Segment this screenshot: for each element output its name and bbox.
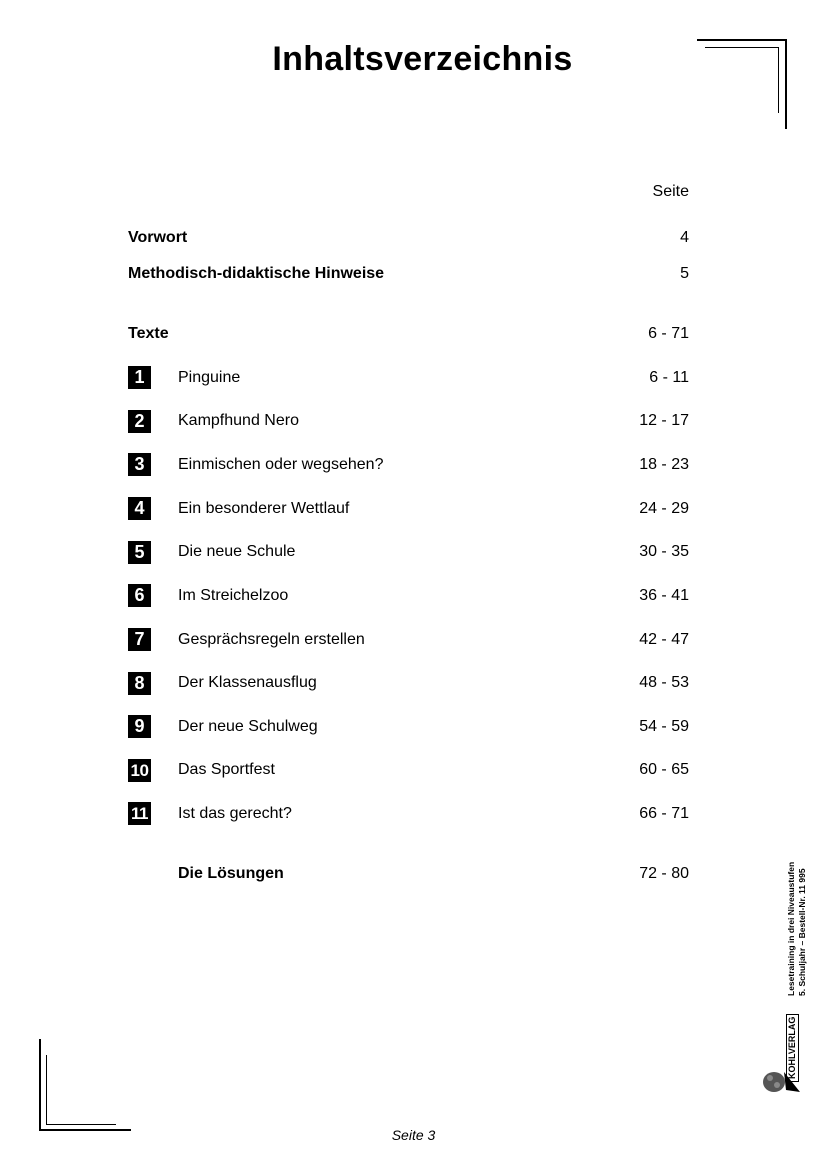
text-title: Das Sportfest (178, 761, 275, 778)
text-pages: 6 - 11 (649, 369, 689, 386)
toc-page-hinweise: 5 (680, 265, 689, 282)
text-pages: 48 - 53 (639, 674, 689, 691)
text-title: Gesprächsregeln erstellen (178, 631, 365, 648)
text-pages: 24 - 29 (639, 500, 689, 517)
series-order-number: 5. Schuljahr – Bestell-Nr. 11 995 (797, 868, 807, 996)
series-title: Lesetraining in drei Niveaustufen (786, 861, 796, 996)
text-title: Kampfhund Nero (178, 412, 299, 429)
text-title: Die neue Schule (178, 543, 296, 560)
toc-entry-vorwort: Vorwort (128, 229, 188, 246)
text-pages: 66 - 71 (639, 805, 689, 822)
text-pages: 36 - 41 (639, 587, 689, 604)
text-number-badge: 5 (128, 541, 151, 564)
text-number-badge: 8 (128, 672, 151, 695)
text-pages: 12 - 17 (639, 412, 689, 429)
text-title: Ein besonderer Wettlauf (178, 500, 350, 517)
text-title: Ist das gerecht? (178, 805, 292, 822)
text-number-badge: 10 (128, 759, 151, 782)
text-pages: 60 - 65 (639, 761, 689, 778)
toc-page-texte: 6 - 71 (648, 325, 689, 342)
toc-entry-texte: Texte (128, 325, 169, 342)
text-pages: 30 - 35 (639, 543, 689, 560)
text-title: Pinguine (178, 369, 241, 386)
text-number-badge: 7 (128, 628, 151, 651)
text-title: Der Klassenausflug (178, 674, 317, 691)
text-number-badge: 1 (128, 366, 151, 389)
series-info (786, 862, 808, 996)
text-number-badge: 11 (128, 802, 151, 825)
text-title: Der neue Schulweg (178, 718, 318, 735)
text-title: Einmischen oder wegsehen? (178, 456, 384, 473)
publisher-logo-icon (760, 1062, 802, 1096)
toc-page-vorwort: 4 (680, 229, 689, 246)
page-number-footer: Seite 3 (391, 1127, 436, 1143)
page-title: Inhaltsverzeichnis (272, 40, 573, 78)
publisher-name: KOHLVERLAG (786, 1014, 799, 1082)
text-number-badge: 6 (128, 584, 151, 607)
text-number-badge: 3 (128, 453, 151, 476)
text-number-badge: 4 (128, 497, 151, 520)
text-pages: 54 - 59 (639, 718, 689, 735)
toc-page-loesungen: 72 - 80 (639, 865, 689, 882)
text-number-badge: 9 (128, 715, 151, 738)
corner-frame-bottom-left-inner (46, 1055, 116, 1125)
toc-entry-loesungen: Die Lösungen (178, 865, 284, 882)
page-column-header: Seite (652, 183, 689, 200)
toc-entry-hinweise: Methodisch-didaktische Hinweise (128, 265, 385, 282)
text-title: Im Streichelzoo (178, 587, 289, 604)
text-pages: 42 - 47 (639, 631, 689, 648)
text-pages: 18 - 23 (639, 456, 689, 473)
text-number-badge: 2 (128, 410, 151, 433)
